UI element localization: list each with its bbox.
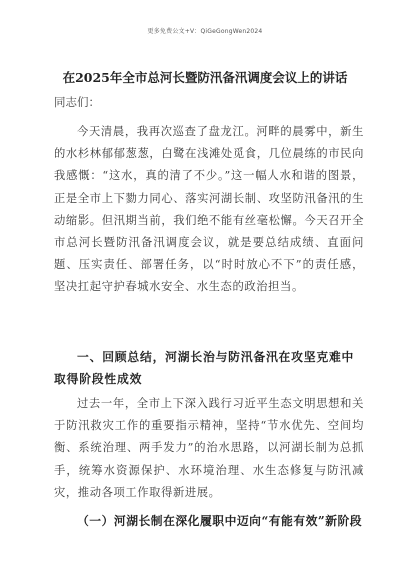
header-note: 更多免费公文+V：QiGeGongWen2024 xyxy=(147,28,263,35)
salutation: 同志们： xyxy=(54,95,100,109)
document-title: 在2025年全市总河长暨防汛备汛调度会议上的讲话 xyxy=(62,70,348,85)
section-heading-1: 一、回顾总结，河湖长治与防汛备汛在攻坚克难中取得阶段性成效 xyxy=(54,350,355,386)
paragraph-opening: 今天清晨，我再次巡查了盘龙江。河畔的晨雾中，新生的水杉林郁郁葱葱，白鹭在浅滩处觅食，几位晨练的市民向我感慨：“这水，真的清了不少。”这一幅人水和谐的图景，正是全市上下勠力同心、落实河湖长制、攻坚防汛备汛的生动缩影。但汛期当前，我们绝不能有丝毫松懈。今天召开全市总河长暨防汛备汛调度会议，就是要总结成绩、直面问题、压实责任、部署任务，以“时时放心不下”的责任感，坚决扛起守护春城水安全、水生态的政治担当。 xyxy=(54,125,364,294)
paragraph-review: 过去一年，全市上下深入践行习近平生态文明思想和关于防汛救灾工作的重要指示精神，坚持“节水优先、空间均衡、系统治理、两手发力”的治水思路，以河湖长制为总抓手，统筹水资源保护、水环境治理、水生态修复与防汛减灾，推动各项工作取得新进展。 xyxy=(54,397,364,499)
subsection-heading-1: （一）河湖长制在深化履职中迈向“有能有效”新阶段 xyxy=(77,514,363,528)
